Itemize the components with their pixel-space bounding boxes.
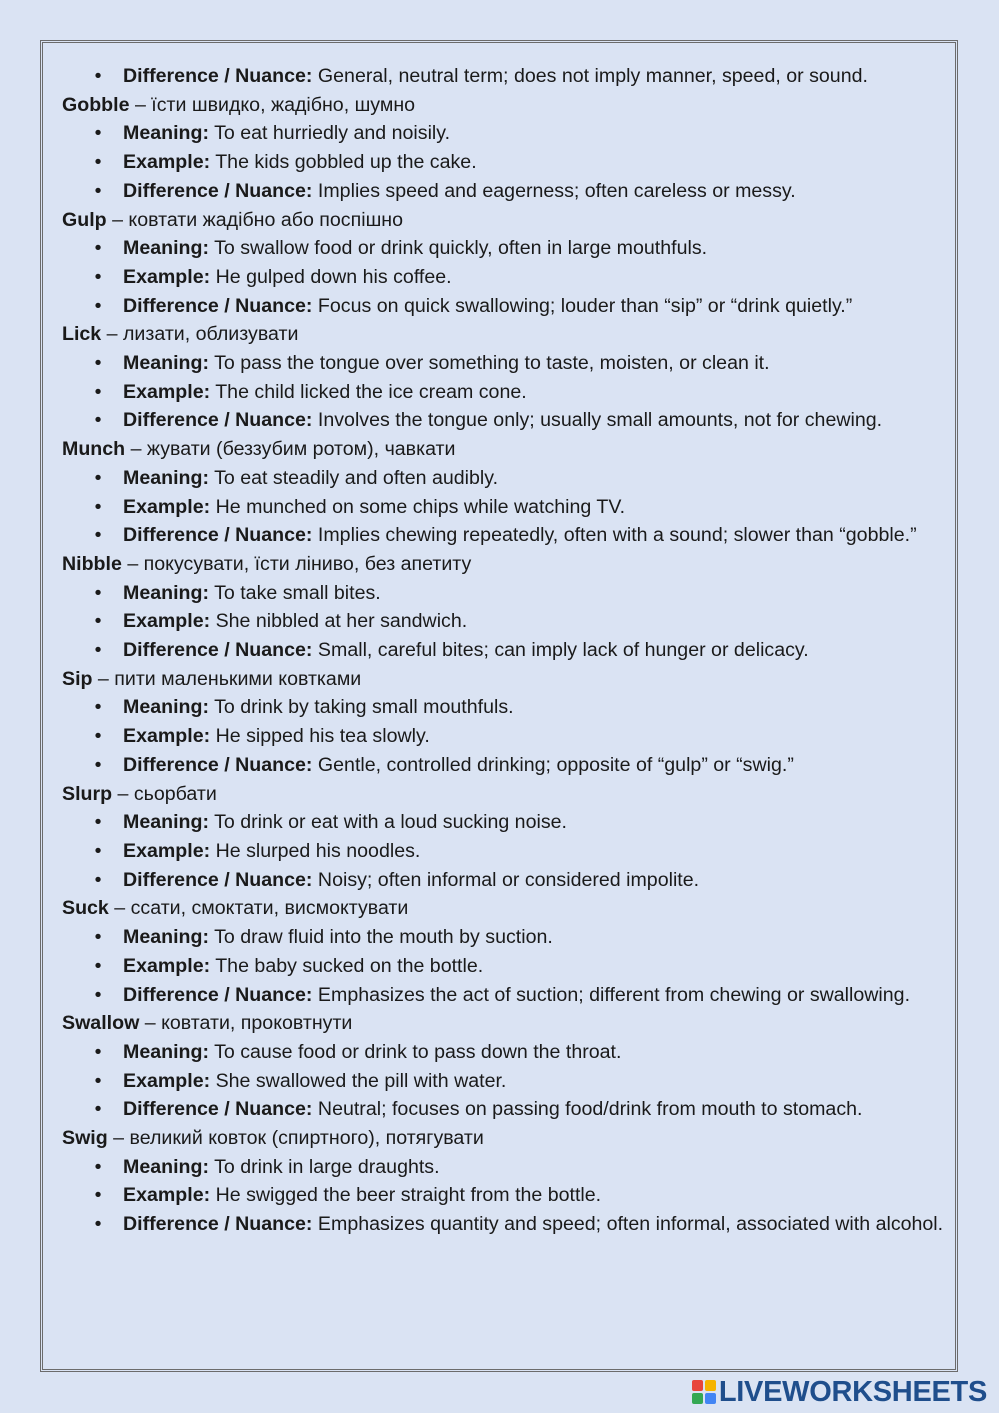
difference-label: Difference / Nuance: [123,753,313,776]
example-item [62,607,945,636]
example-text: The kids gobbled up the cake. [215,151,477,174]
bullet-icon: • [94,610,102,633]
bullet-icon: • [94,380,102,403]
difference-label: Difference / Nuance: [123,524,313,547]
difference-text: Implies speed and eagerness; often careless or messy. [317,179,796,202]
example-label: Example: [123,954,211,977]
term-translation: – покусувати, їсти ліниво, без апетиту [121,552,472,575]
meaning-text: To drink by taking small mouthfuls. [214,696,514,719]
logo-square [705,1380,716,1391]
liveworksheets-logo [692,1375,987,1409]
example-text: He swigged the beer straight from the bottle. [215,1184,602,1207]
example-text: He slurped his noodles. [215,839,421,862]
bullet-icon: • [94,954,102,977]
example-text: He sipped his tea slowly. [215,725,430,748]
bullet-icon: • [94,983,102,1006]
bullet-icon: • [94,1069,102,1092]
difference-item [62,636,945,665]
difference-item [62,981,945,1010]
meaning-label: Meaning: [123,1040,209,1063]
difference-item [62,177,945,206]
bullet-icon: • [94,753,102,776]
meaning-item [62,234,945,263]
entries-list [62,91,945,1239]
bullet-icon: • [94,466,102,489]
difference-text: Involves the tongue only; usually small amounts, not for chewing. [317,409,883,432]
bullet-icon: • [94,581,102,604]
difference-item [62,292,945,321]
difference-text: Emphasizes quantity and speed; often informal, associated with alcohol. [317,1213,944,1236]
difference-label: Difference / Nuance: [123,868,313,891]
difference-item [62,866,945,895]
term-word: Sip [62,667,93,690]
meaning-label: Meaning: [123,1155,209,1178]
meaning-label: Meaning: [123,811,209,834]
bullet-icon: • [94,409,102,432]
difference-text: Noisy; often informal or considered impolite. [317,868,700,891]
meaning-text: To take small bites. [214,581,381,604]
meaning-text: To cause food or drink to pass down the throat. [214,1040,622,1063]
meaning-label: Meaning: [123,581,209,604]
term-word: Gulp [62,208,107,231]
logo-mark-icon [692,1380,716,1404]
bullet-icon: • [94,811,102,834]
example-item [62,722,945,751]
term-translation: – ковтати жадібно або поспішно [106,208,403,231]
bullet-icon: • [94,495,102,518]
meaning-item [62,119,945,148]
difference-label: Difference / Nuance: [123,983,313,1006]
difference-text: Implies chewing repeatedly, often with a sound; slower than “gobble.” [317,524,917,547]
bullet-icon: • [94,237,102,260]
example-label: Example: [123,265,211,288]
meaning-item [62,579,945,608]
example-label: Example: [123,495,211,518]
example-label: Example: [123,380,211,403]
meaning-item [62,808,945,837]
difference-text: Gentle, controlled drinking; opposite of “gulp” or “swig.” [317,753,794,776]
meaning-item [62,693,945,722]
term-translation: – сьорбати [112,782,217,805]
bullet-icon: • [94,1040,102,1063]
term-translation: – ссати, смоктати, висмоктувати [108,897,409,920]
term-translation: – жувати (беззубим ротом), чавкати [125,438,456,461]
term-heading [62,665,945,694]
logo-square [705,1393,716,1404]
bullet-icon: • [94,725,102,748]
term-heading [62,435,945,464]
example-text: She swallowed the pill with water. [215,1069,507,1092]
meaning-item [62,464,945,493]
bullet-icon: • [94,839,102,862]
term-word: Swig [62,1127,108,1150]
difference-text: Small, careful bites; can imply lack of hunger or delicacy. [317,639,809,662]
bullet-icon: • [94,179,102,202]
term-word: Lick [62,323,102,346]
term-heading [62,320,945,349]
bullet-icon: • [94,926,102,949]
brand-name: LIVEWORKSHEETS [718,1375,987,1408]
difference-label: Difference / Nuance: [123,409,313,432]
meaning-text: To drink or eat with a loud sucking noise. [214,811,567,834]
intro-difference-item [62,62,945,91]
bullet-icon: • [94,151,102,174]
term-heading [62,550,945,579]
difference-label: Difference / Nuance: [123,1213,313,1236]
logo-square [692,1380,703,1391]
meaning-text: To draw fluid into the mouth by suction. [214,926,553,949]
difference-item [62,1210,945,1239]
example-label: Example: [123,1069,211,1092]
term-heading [62,91,945,120]
example-text: The child licked the ice cream cone. [215,380,527,403]
difference-text: General, neutral term; does not imply manner, speed, or sound. [317,65,868,87]
logo-square [692,1393,703,1404]
term-word: Munch [62,438,126,461]
term-translation: – пити маленькими ковтками [92,667,362,690]
difference-text: Neutral; focuses on passing food/drink from mouth to stomach. [317,1098,863,1121]
difference-label: Difference / Nuance: [123,294,313,317]
bullet-icon: • [94,639,102,662]
example-label: Example: [123,610,211,633]
difference-item [62,406,945,435]
meaning-text: To drink in large draughts. [214,1155,440,1178]
meaning-text: To eat hurriedly and noisily. [214,122,451,145]
term-word: Swallow [62,1012,140,1035]
difference-label: Difference / Nuance: [123,639,313,662]
example-item [62,493,945,522]
example-item [62,148,945,177]
term-heading [62,1009,945,1038]
difference-text: Emphasizes the act of suction; different from chewing or swallowing. [317,983,911,1006]
meaning-item [62,1153,945,1182]
bullet-icon: • [94,524,102,547]
bullet-icon: • [94,352,102,375]
meaning-item [62,1038,945,1067]
example-item [62,263,945,292]
example-item [62,1181,945,1210]
example-item [62,378,945,407]
bullet-icon: • [94,1184,102,1207]
bullet-icon: • [94,1098,102,1121]
example-text: He munched on some chips while watching TV. [215,495,626,518]
difference-item [62,1095,945,1124]
difference-label: Difference / Nuance: [123,179,313,202]
meaning-label: Meaning: [123,237,209,260]
example-label: Example: [123,1184,211,1207]
bullet-icon: • [94,65,102,87]
term-word: Suck [62,897,109,920]
meaning-label: Meaning: [123,466,209,489]
bullet-icon: • [94,1155,102,1178]
term-translation: – їсти швидко, жадібно, шумно [129,93,416,116]
meaning-text: To eat steadily and often audibly. [214,466,499,489]
term-translation: – лизати, облизувати [101,323,299,346]
bullet-icon: • [94,122,102,145]
term-translation: – ковтати, проковтнути [139,1012,353,1035]
difference-label: Difference / Nuance: [123,65,313,87]
term-word: Nibble [62,552,122,575]
difference-item [62,751,945,780]
meaning-text: To pass the tongue over something to taste, moisten, or clean it. [214,352,770,375]
bullet-icon: • [94,696,102,719]
term-heading [62,206,945,235]
example-text: He gulped down his coffee. [215,265,452,288]
example-text: The baby sucked on the bottle. [215,954,484,977]
meaning-item [62,923,945,952]
meaning-label: Meaning: [123,122,209,145]
example-text: She nibbled at her sandwich. [215,610,468,633]
meaning-label: Meaning: [123,926,209,949]
meaning-label: Meaning: [123,352,209,375]
example-item [62,1067,945,1096]
meaning-item [62,349,945,378]
difference-text: Focus on quick swallowing; louder than “sip” or “drink quietly.” [317,294,853,317]
example-label: Example: [123,151,211,174]
bullet-icon: • [94,1213,102,1236]
example-item [62,952,945,981]
bullet-icon: • [94,868,102,891]
term-heading [62,1124,945,1153]
difference-label: Difference / Nuance: [123,1098,313,1121]
example-label: Example: [123,725,211,748]
term-word: Gobble [62,93,130,116]
difference-item [62,521,945,550]
bullet-icon: • [94,294,102,317]
term-word: Slurp [62,782,113,805]
meaning-label: Meaning: [123,696,209,719]
example-label: Example: [123,839,211,862]
meaning-text: To swallow food or drink quickly, often in large mouthfuls. [214,237,708,260]
example-item [62,837,945,866]
term-heading [62,894,945,923]
term-heading [62,780,945,809]
worksheet-content [62,62,945,1239]
worksheet-frame [40,40,958,1372]
term-translation: – великий ковток (спиртного), потягувати [107,1127,484,1150]
bullet-icon: • [94,265,102,288]
